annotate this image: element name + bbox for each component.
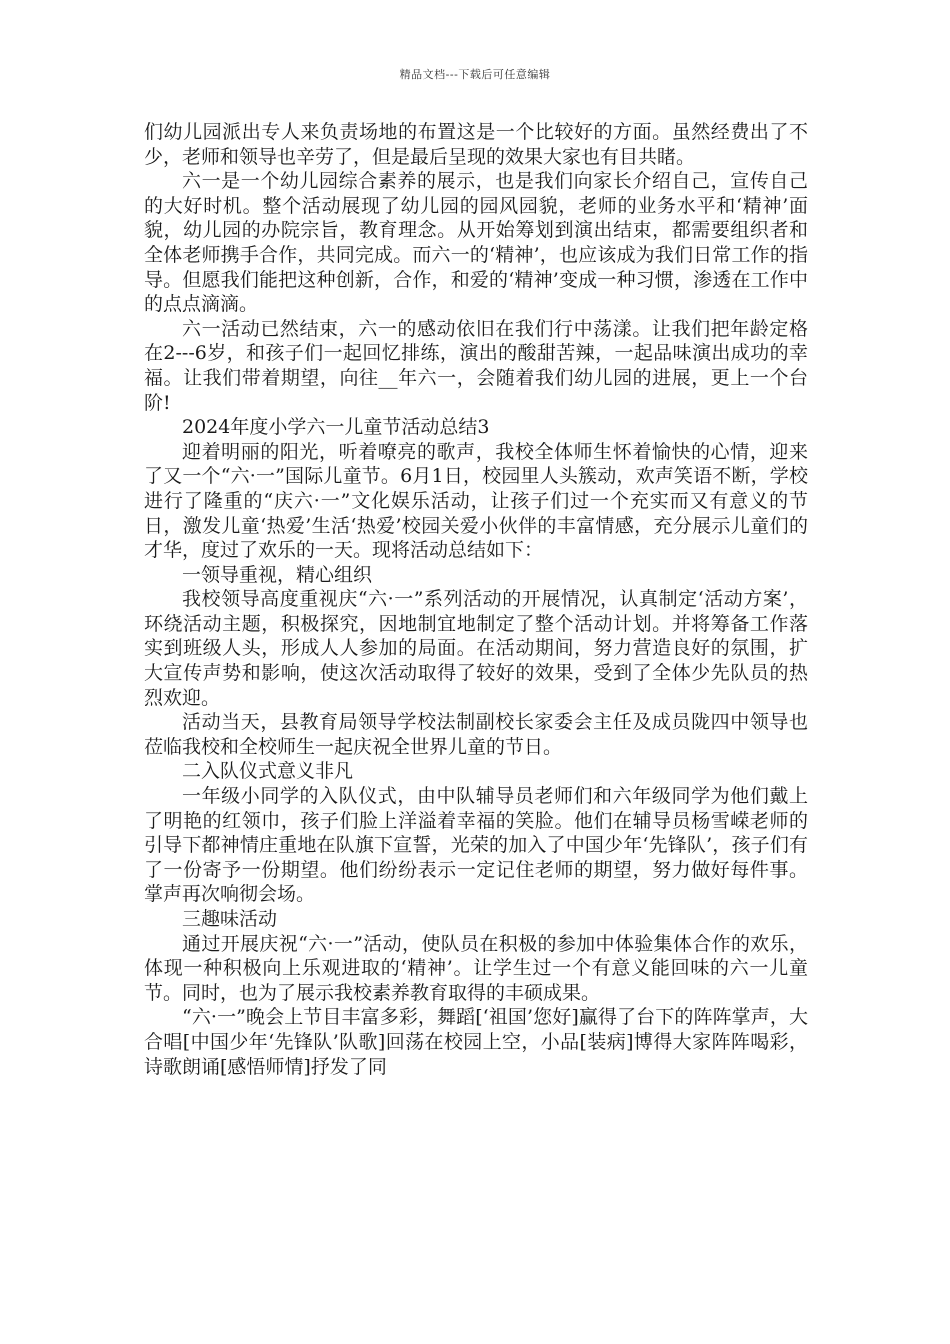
paragraph: 迎着明丽的阳光，听着嘹亮的歌声，我校全体师生怀着愉快的心情，迎来了又一个“六·一”国际儿童节。6月1日，校园里人头簇动，欢声笑语不断，学校进行了隆重的“庆六·一”文化娱乐活动，让孩子们过一个充实而又有意义的节日，激发儿童‘热爱’生活‘热爱’校园关爱小伙伴的丰富情感，充分展示儿童们的才华，度过了欢乐的一天。现将活动总结如下： — [144, 440, 808, 562]
section-heading: 三趣味活动 — [182, 908, 278, 930]
paragraph: 六一是一个幼儿园综合素养的展示，也是我们向家长介绍自己，宣传自己的大好时机。整个活动展现了幼儿园的园风园貌，老师的业务水平和‘精神’面貌，幼儿园的办院宗旨，教育理念。从开始筹划到演出结束，都需要组织者和全体老师携手合作，共同完成。而六一的‘精神’，也应该成为我们日常工作的指导。但愿我们能把这种创新，合作，和爱的‘精神’变成一种习惯，渗透在工作中的点点滴滴。 — [144, 170, 808, 316]
paragraph: 们幼儿园派出专人来负责场地的布置这是一个比较好的方面。虽然经费出了不少，老师和领导也辛劳了，但是最后呈现的效果大家也有目共睹。 — [144, 121, 808, 168]
section-title: 2024年度小学六一儿童节活动总结3 — [182, 416, 490, 439]
paragraph: 通过开展庆祝“六·一”活动，使队员在积极的参加中体验集体合作的欢乐，体现一种积极向上乐观进取的‘精神’。让学生过一个有意义能回味的六一儿童节。同时，也为了展示我校素养教育取得的丰硕成果。 — [144, 932, 808, 1004]
section-heading: 二入队仪式意义非凡 — [182, 760, 354, 783]
document-body — [144, 120, 808, 1079]
paragraph: 六一活动已然结束，六一的感动依旧在我们行中荡漾。让我们把年龄定格在2---6岁，和孩子们一起回忆排练，演出的酸甜苦辣，一起品味演出成功的幸福。让我们带着期望，向往__年六一，会随着我们幼儿园的进展，更上一个台阶! — [144, 317, 808, 414]
paragraph: 活动当天，县教育局领导学校法制副校长家委会主任及成员陇四中领导也莅临我校和全校师生一起庆祝全世界儿童的节日。 — [144, 711, 808, 758]
page-header: 精品文档---下载后可任意编辑 — [399, 68, 551, 81]
paragraph: 我校领导高度重视庆“六·一”系列活动的开展情况，认真制定‘活动方案’，环绕活动主题，积极探究，因地制宜地制定了整个活动计划。并将筹备工作落实到班级人头，形成人人参加的局面。在活动期间，努力营造良好的氛围，扩大宣传声势和影响，使这次活动取得了较好的效果，受到了全体少先队员的热烈欢迎。 — [144, 588, 808, 709]
section-heading: 一领导重视，精心组织 — [182, 563, 373, 586]
paragraph: “六·一”晚会上节目丰富多彩，舞蹈[‘祖国’您好]赢得了台下的阵阵掌声，大合唱[中国少年‘先锋队’队歌]回荡在校园上空，小品[装病]博得大家阵阵喝彩，诗歌朗诵[感悟师情]抒发了同 — [144, 1006, 808, 1078]
paragraph: 一年级小同学的入队仪式，由中队辅导员老师们和六年级同学为他们戴上了明艳的红领巾，孩子们脸上洋溢着幸福的笑脸。他们在辅导员杨雪嵘老师的引导下都神情庄重地在队旗下宣誓，光荣的加入了中国少年‘先锋队’，孩子们有了一份寄予一份期望。他们纷纷表示一定记住老师的期望，努力做好每件事。掌声再次响彻会场。 — [144, 785, 808, 906]
